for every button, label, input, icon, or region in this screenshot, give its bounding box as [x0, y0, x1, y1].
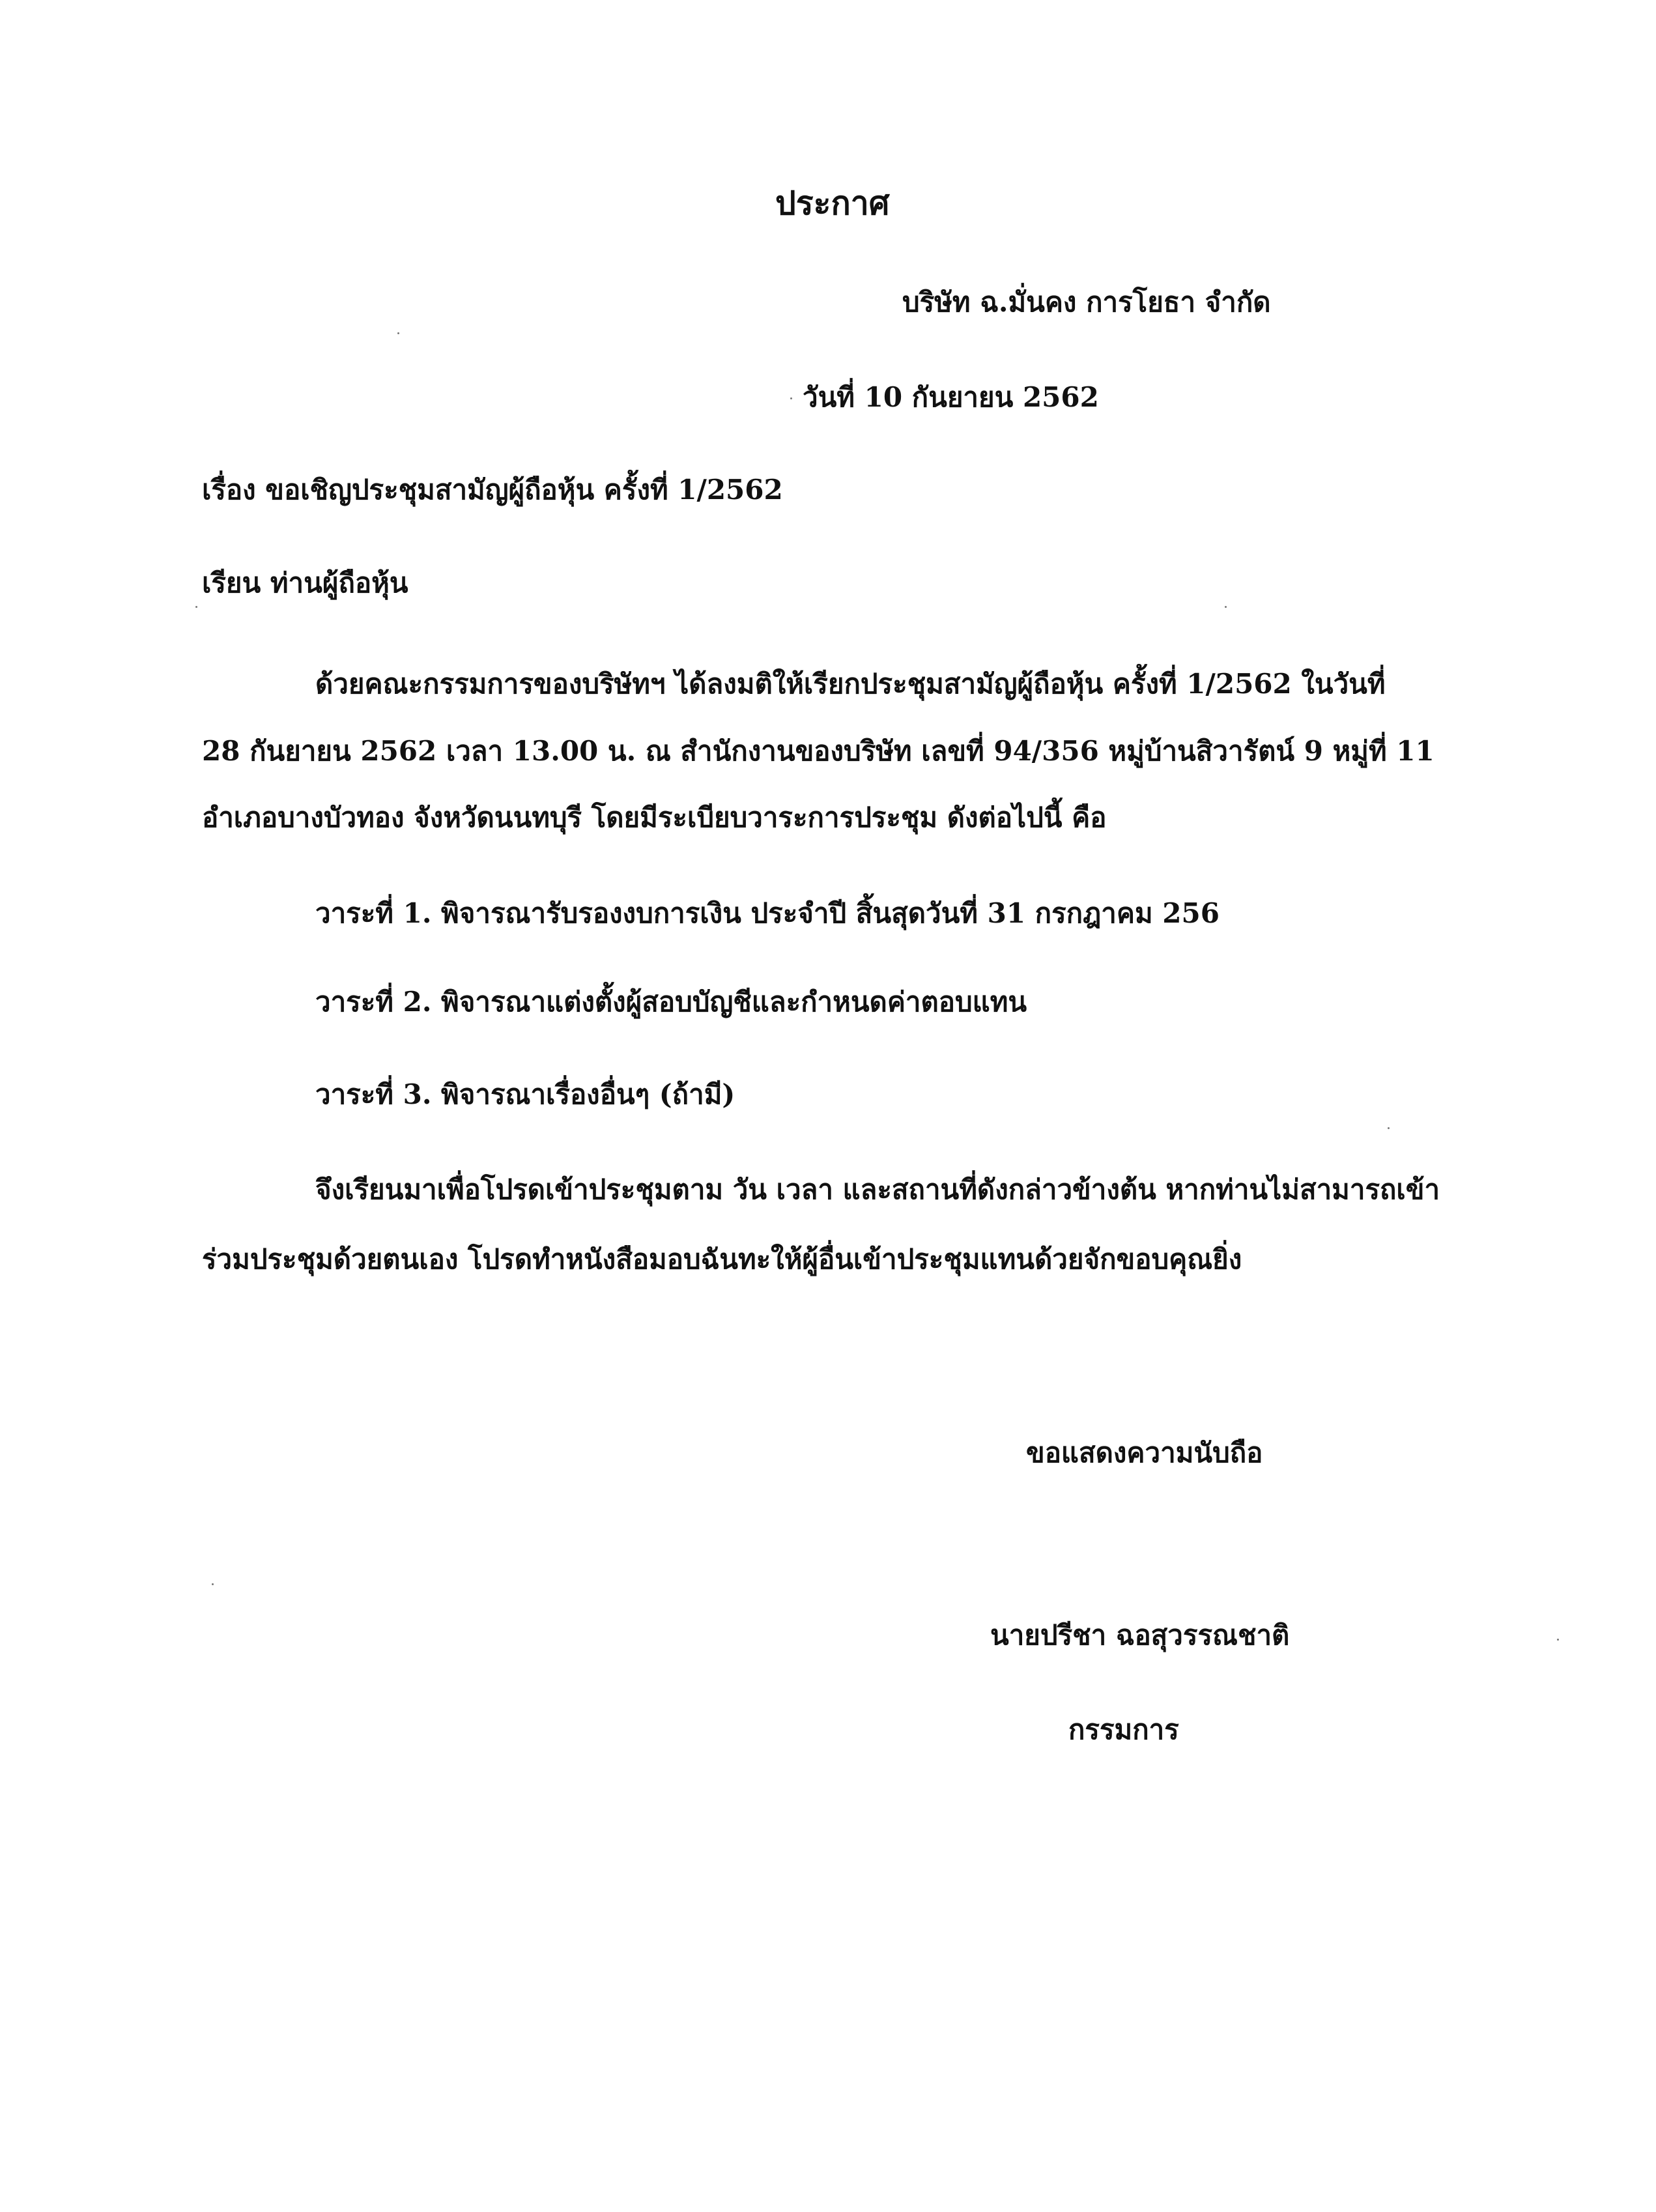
regards: ขอแสดงความนับถือ	[1026, 1437, 1263, 1469]
document-date: วันที่ 10 กันยายน 2562	[803, 381, 1099, 413]
scan-speck	[1225, 606, 1227, 608]
closing-line-1: จึงเรียนมาเพื่อโปรดเข้าประชุมตาม วัน เวลา และสถานที่ดังกล่าวข้างต้น หากท่านไม่สามารถเข้า	[315, 1173, 1440, 1205]
scan-speck	[790, 397, 792, 399]
scan-speck	[195, 606, 197, 608]
scan-speck	[1388, 1127, 1390, 1129]
agenda-item-1: วาระที่ 1. พิจารณารับรองงบการเงิน ประจำปี สิ้นสุดวันที่ 31 กรกฎาคม 256	[315, 897, 1220, 929]
company-name: บริษัท ฉ.มั่นคง การโยธา จำกัด	[902, 286, 1271, 318]
agenda-item-2: วาระที่ 2. พิจารณาแต่งตั้งผู้สอบบัญชีและกำหนดค่าตอบแทน	[315, 986, 1027, 1018]
closing-line-2: ร่วมประชุมด้วยตนเอง โปรดทำหนังสือมอบฉันทะให้ผู้อื่นเข้าประชุมแทนด้วยจักขอบคุณยิ่ง	[202, 1243, 1242, 1275]
agenda-item-3: วาระที่ 3. พิจารณาเรื่องอื่นๆ (ถ้ามี)	[315, 1078, 735, 1110]
document-title: ประกาศ	[775, 184, 890, 222]
body-line-1: ด้วยคณะกรรมการของบริษัทฯ ได้ลงมติให้เรียกประชุมสามัญผู้ถือหุ้น ครั้งที่ 1/2562 ในวันที่	[315, 668, 1386, 700]
body-line-2: 28 กันยายน 2562 เวลา 13.00 น. ณ สำนักงานของบริษัท เลขที่ 94/356 หมู่บ้านสิวารัตน์ 9 หมู่ที่ 11	[202, 735, 1435, 767]
scan-speck	[397, 332, 399, 334]
scan-speck	[212, 1583, 214, 1585]
signer-name: นายปรีชา ฉอสุวรรณชาติ	[990, 1619, 1290, 1651]
signer-position: กรรมการ	[1068, 1714, 1179, 1745]
scan-speck	[1557, 1639, 1559, 1641]
document-subject: เรื่อง ขอเชิญประชุมสามัญผู้ถือหุ้น ครั้งที่ 1/2562	[202, 474, 783, 506]
salutation: เรียน ท่านผู้ถือหุ้น	[202, 567, 408, 599]
body-line-3: อำเภอบางบัวทอง จังหวัดนนทบุรี โดยมีระเบียบวาระการประชุม ดังต่อไปนี้ คือ	[202, 801, 1107, 833]
